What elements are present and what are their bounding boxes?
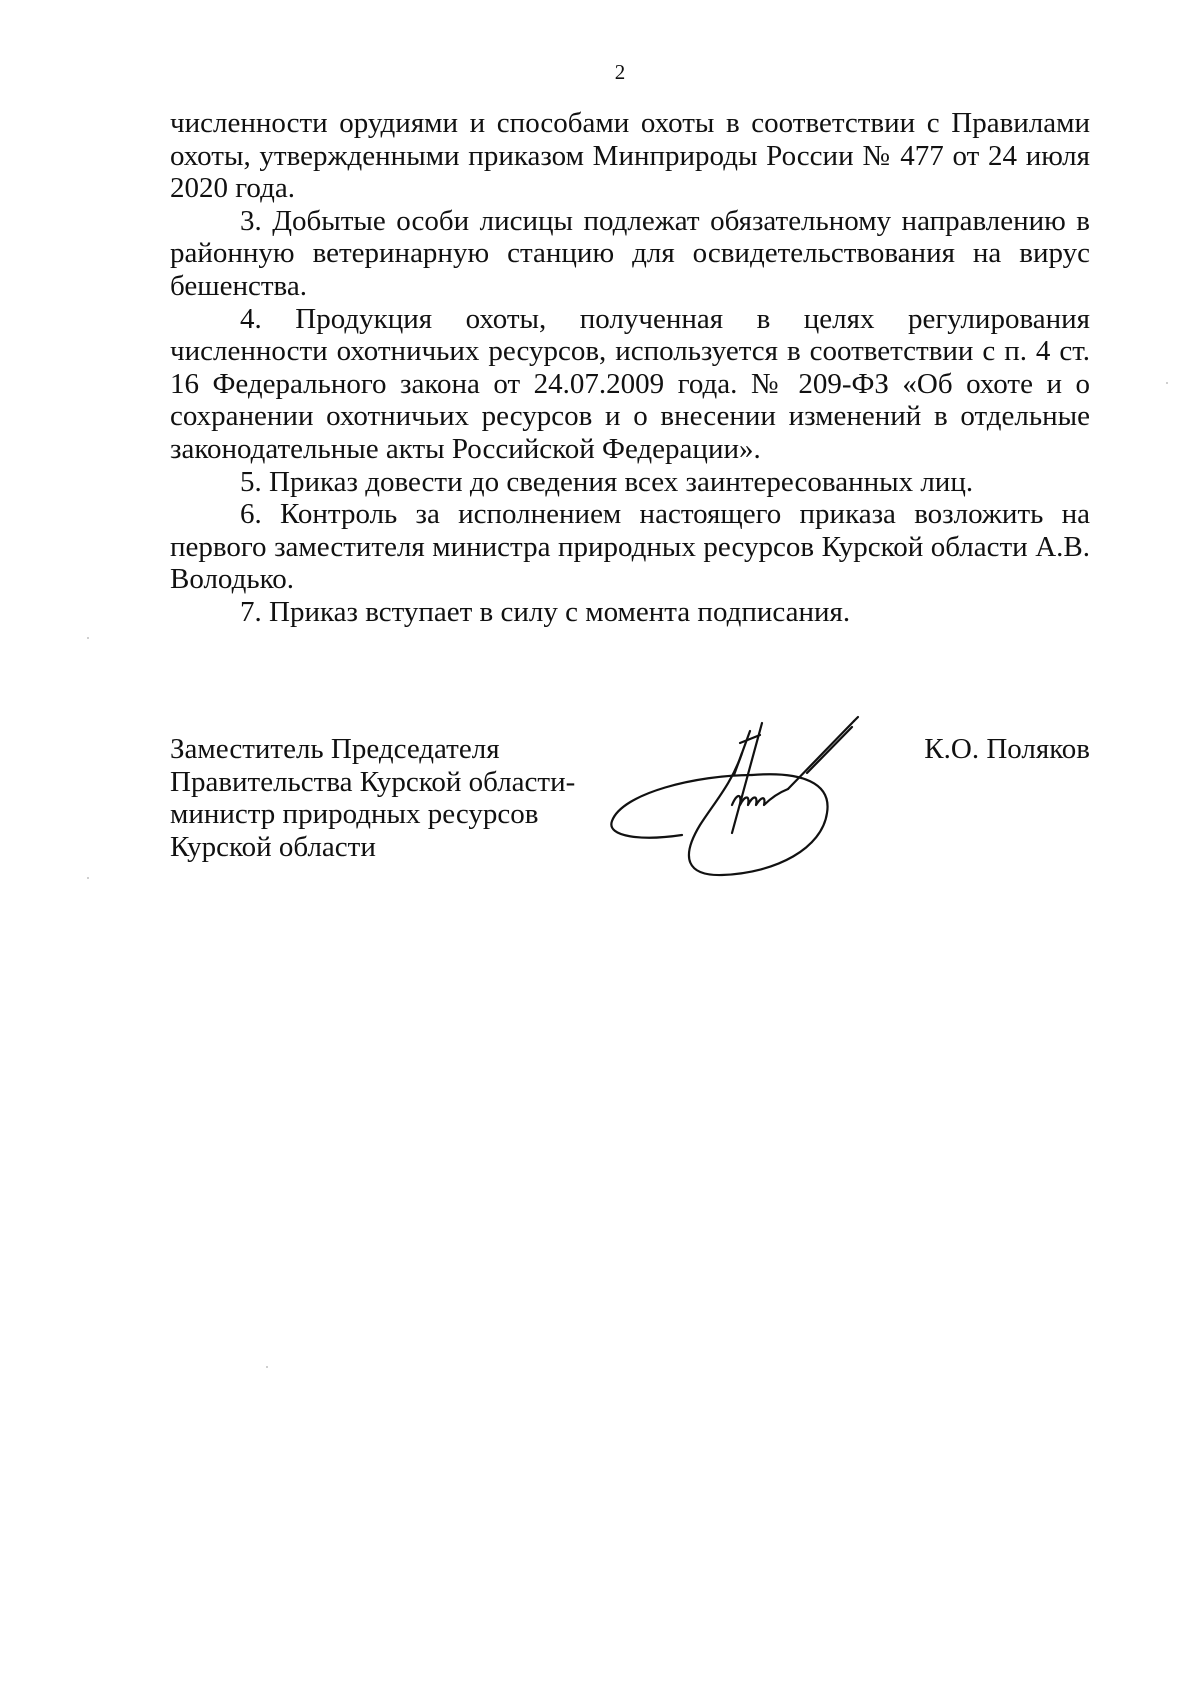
page-number: 2 bbox=[614, 60, 626, 84]
signatory-title-line: министр природных ресурсов bbox=[170, 798, 539, 830]
paragraph-item-3: 3. Добытые особи лисицы подлежат обязательному направлению в районную ветеринарную станцию для освидетельствования на вирус бешенства. bbox=[170, 204, 1090, 302]
paragraph-item-5: 5. Приказ довести до сведения всех заинтересованных лиц. bbox=[240, 465, 974, 498]
signatory-title-line: Заместитель Председателя bbox=[170, 733, 500, 765]
scan-speck bbox=[1166, 382, 1168, 384]
scan-speck bbox=[87, 877, 89, 879]
signature-block bbox=[170, 733, 1090, 903]
paragraph-item-6: 6. Контроль за исполнением настоящего приказа возложить на первого заместителя министра природных ресурсов Курской области А.В. Володько. bbox=[170, 498, 1090, 596]
paragraph-continuation: численности орудиями и способами охоты в соответствии с Правилами охоты, утвержденными приказом Минприроды России № 477 от 24 июля 2020 года. bbox=[170, 107, 1090, 205]
paragraph-item-7: 7. Приказ вступает в силу с момента подписания. bbox=[240, 595, 851, 628]
scan-speck bbox=[87, 637, 89, 639]
signatory-title-line: Правительства Курской области- bbox=[170, 765, 576, 798]
document-body bbox=[170, 107, 1090, 629]
paragraph-item-4: 4. Продукция охоты, полученная в целях регулирования численности охотничьих ресурсов, используется в соответствии с п. 4 ст. 16 Федерального закона от 24.07.2009 года. № 209-ФЗ «Об охоте и о сохранении охотничьих ресурсов и о внесении изменений в отдельные законодательные акты Российской Федерации». bbox=[170, 302, 1090, 465]
signatory-name: К.О. Поляков bbox=[924, 733, 1090, 765]
signatory-title bbox=[170, 733, 575, 863]
scan-speck bbox=[266, 1366, 268, 1368]
handwritten-signature bbox=[602, 713, 882, 883]
signatory-title-line: Курской области bbox=[170, 830, 376, 863]
